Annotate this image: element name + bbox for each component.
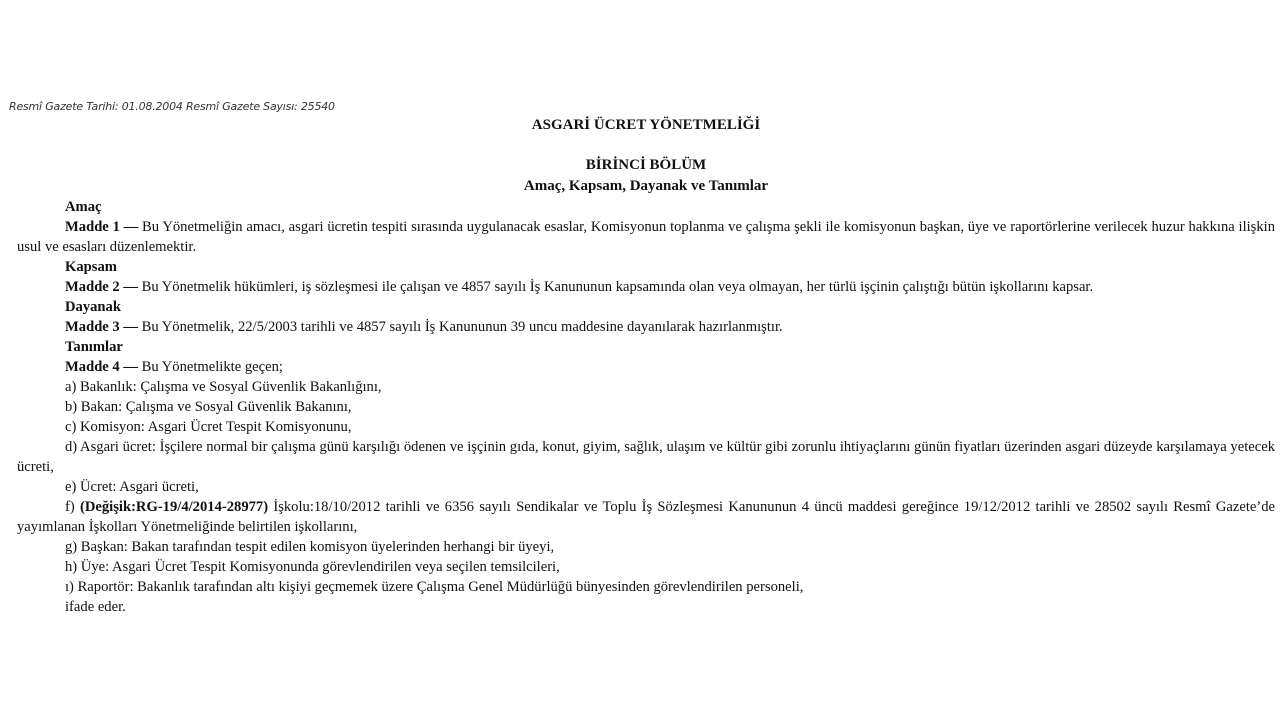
- gazette-info: Resmî Gazete Tarihi: 01.08.2004 Resmî Gazete Sayısı: 25540: [9, 100, 335, 113]
- article-2-text: Bu Yönetmelik hükümleri, iş sözleşmesi ile çalışan ve 4857 sayılı İş Kanununun kapsamında olan veya olmayan, her türlü işçinin çalıştığı bütün işkollarını kapsar.: [137, 279, 1094, 295]
- article-2: [17, 277, 1275, 297]
- closing-text: ifade eder.: [65, 599, 126, 615]
- article-1-label: Madde 1 —: [65, 219, 139, 235]
- article-3: [17, 317, 1275, 337]
- article-3-label: Madde 3 —: [65, 319, 138, 335]
- article-1-text: Bu Yönetmeliğin amacı, asgari ücretin tespiti sırasında uygulanacak esaslar, Komisyonun toplanma ve çalışma şekli ile komisyonun başkan, üye ve raportörlerine verilecek huzur hakkına ilişkin usul ve esasları düzenlemektir.: [17, 219, 1276, 255]
- definition-g: g) Başkan: Bakan tarafından tespit edilen komisyon üyelerinden herhangi bir üyeyi,: [65, 539, 555, 555]
- definition-a: a) Bakanlık: Çalışma ve Sosyal Güvenlik Bakanlığını,: [65, 379, 382, 395]
- article-4-label: Madde 4 —: [65, 359, 138, 375]
- article-4: [17, 357, 1275, 377]
- article-3-text: Bu Yönetmelik, 22/5/2003 tarihli ve 4857 sayılı İş Kanununun 39 uncu maddesine dayanılarak hazırlanmıştır.: [137, 319, 783, 335]
- document-body: [17, 197, 1275, 617]
- definition-h: h) Üye: Asgari Ücret Tespit Komisyonunda görevlendirilen veya seçilen temsilcileri,: [65, 559, 560, 575]
- definition-f: [17, 497, 1275, 537]
- section-heading-amac: Amaç: [65, 199, 102, 215]
- definition-f-text: İşkolu:18/10/2012 tarihli ve 6356 sayılı Sendikalar ve Toplu İş Sözleşmesi Kanununun 4 üncü maddesi gereğince 19/12/2012 tarihli ve 28502 sayılı Resmî Gazete’de yayımlanan İşkolları Yönetmeliğinde belirtilen işkollarını,: [17, 499, 1275, 535]
- article-1: [17, 217, 1275, 257]
- article-4-text: Bu Yönetmelikte geçen;: [137, 359, 283, 375]
- definition-i: ı) Raportör: Bakanlık tarafından altı kişiyi geçmemek üzere Çalışma Genel Müdürlüğü bünyesinden görevlendirilen personeli,: [65, 579, 804, 595]
- part-subtitle: Amaç, Kapsam, Dayanak ve Tanımlar: [523, 178, 769, 194]
- part-title: BİRİNCİ BÖLÜM: [585, 157, 707, 173]
- section-heading-tanimlar: Tanımlar: [65, 339, 123, 355]
- definition-e: e) Ücret: Asgari ücreti,: [65, 479, 199, 495]
- article-2-label: Madde 2 —: [65, 279, 138, 295]
- definition-c: c) Komisyon: Asgari Ücret Tespit Komisyonunu,: [65, 419, 352, 435]
- definition-f-prefix: f): [65, 499, 80, 515]
- definition-b: b) Bakan: Çalışma ve Sosyal Güvenlik Bakanını,: [65, 399, 352, 415]
- definition-d: d) Asgari ücret: İşçilere normal bir çalışma günü karşılığı ödenen ve işçinin gıda, konut, giyim, sağlık, ulaşım ve kültür gibi zorunlu ihtiyaçlarını günün fiyatları üzerinden asgari düzeyde karşılamaya yetecek ücreti,: [17, 439, 1275, 475]
- section-heading-dayanak: Dayanak: [65, 299, 121, 315]
- amendment-note: (Değişik:RG-19/4/2014-28977): [79, 499, 269, 515]
- section-heading-kapsam: Kapsam: [65, 259, 117, 275]
- document-title: ASGARİ ÜCRET YÖNETMELİĞİ: [531, 117, 761, 133]
